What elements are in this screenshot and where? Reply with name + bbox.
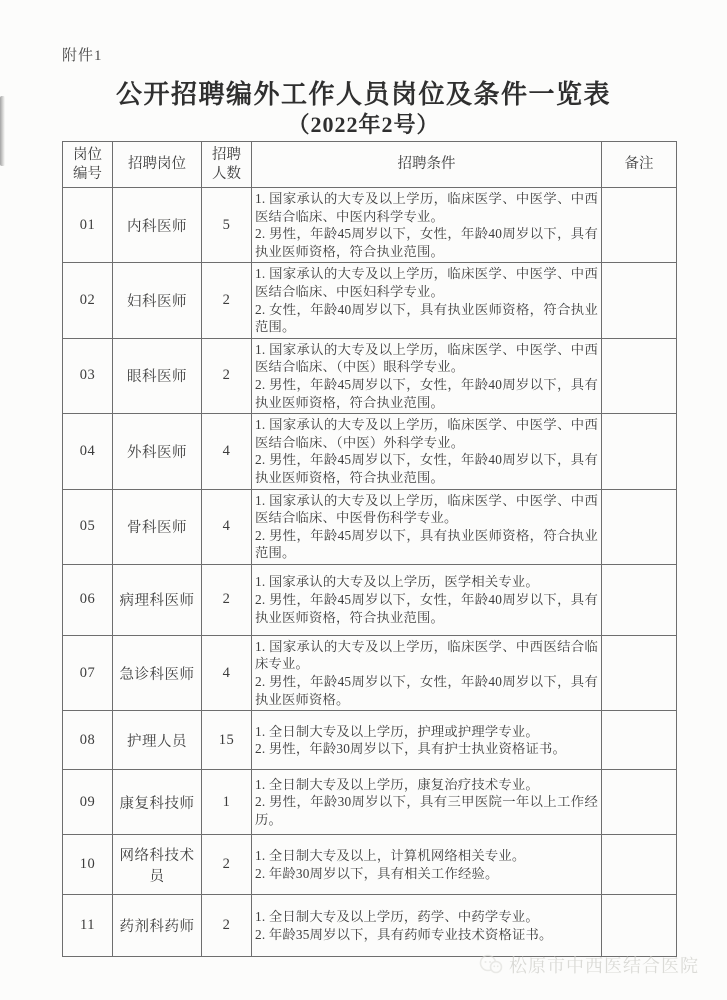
- cell-position-name: 病理科医师: [113, 564, 202, 635]
- condition-line: 1. 国家承认的大专及以上学历，临床医学、中医学、中西医结合临床、中医骨伤科学专业。: [255, 492, 598, 526]
- cell-count: 2: [202, 564, 252, 635]
- cell-position-name: 护理人员: [113, 711, 202, 770]
- cell-remark: [602, 414, 677, 489]
- cell-conditions: [252, 711, 602, 770]
- cell-remark: [602, 835, 677, 895]
- table-row: [63, 414, 677, 489]
- attachment-label: 附件1: [62, 48, 103, 64]
- cell-count: 4: [202, 489, 252, 564]
- recruitment-table: [62, 141, 677, 957]
- cell-position-name: 外科医师: [113, 414, 202, 489]
- table-row: [63, 338, 677, 413]
- cell-position-id: 03: [63, 338, 113, 413]
- condition-line: 2. 男性，年龄45周岁以下，女性，年龄40周岁以下，具有执业医师资格。: [255, 674, 598, 707]
- table-row: [63, 564, 677, 635]
- condition-line: 1. 全日制大专及以上学历，护理或护理学专业。: [255, 723, 539, 739]
- cell-position-name: 眼科医师: [113, 338, 202, 413]
- condition-line: 2. 男性，年龄45周岁以下，女性，年龄40周岁以下，具有执业医师资格，符合执业范围。: [255, 376, 598, 410]
- table-row: [63, 263, 677, 338]
- cell-remark: [602, 770, 677, 835]
- cell-position-name: 内科医师: [113, 188, 202, 263]
- condition-line: 1. 国家承认的大专及以上学历，临床医学、中医学、中西医结合临床、中医妇科学专业。: [255, 266, 598, 299]
- col-header-position-id: 岗位编号: [63, 142, 113, 188]
- col-header-position-name: 招聘岗位: [113, 142, 202, 188]
- condition-line: 2. 男性，年龄45周岁以下，具有执业医师资格，符合执业范围。: [255, 527, 598, 561]
- page-title: 公开招聘编外工作人员岗位及条件一览表: [115, 80, 611, 109]
- condition-line: 2. 男性，年龄30周岁以下，具有三甲医院一年以上工作经历。: [255, 794, 598, 828]
- cell-remark: [602, 489, 677, 564]
- cell-conditions: [252, 263, 602, 338]
- condition-line: 2. 男性，年龄30周岁以下，具有护士执业资格证书。: [255, 741, 567, 757]
- cell-position-id: 09: [63, 770, 113, 835]
- cell-position-id: 05: [63, 489, 113, 564]
- cell-remark: [602, 635, 677, 710]
- cell-position-id: 04: [63, 414, 113, 489]
- cell-conditions: [252, 895, 602, 957]
- condition-line: 2. 年龄30周岁以下，具有相关工作经验。: [255, 865, 499, 881]
- cell-position-name: 康复科技师: [113, 770, 202, 835]
- condition-line: 1. 全日制大专及以上学历，康复治疗技术专业。: [255, 776, 539, 792]
- cell-count: 4: [202, 414, 252, 489]
- condition-line: 2. 男性，年龄45周岁以下，女性，年龄40周岁以下，具有执业医师资格，符合执业范围。: [255, 226, 598, 259]
- cell-remark: [602, 895, 677, 957]
- condition-line: 1. 国家承认的大专及以上学历，临床医学、中医学、中西医结合临床、（中医）外科学专业。: [255, 417, 598, 450]
- cell-conditions: [252, 414, 602, 489]
- condition-line: 2. 男性，年龄45周岁以下，女性，年龄40周岁以下，具有执业医师资格，符合执业范围。: [255, 452, 598, 485]
- condition-line: 1. 全日制大专及以上，计算机网络相关专业。: [255, 848, 526, 864]
- cell-remark: [602, 263, 677, 338]
- cell-conditions: [252, 188, 602, 263]
- condition-line: 1. 国家承认的大专及以上学历，临床医学、中医学、中西医结合临床、中医内科学专业。: [255, 191, 598, 224]
- cell-remark: [602, 564, 677, 635]
- hospital-name-watermark: 松原市中西医结合医院: [509, 956, 699, 976]
- chat-bubbles-logo-icon: [479, 954, 503, 976]
- cell-position-id: 10: [63, 835, 113, 895]
- cell-remark: [602, 711, 677, 770]
- cell-remark: [602, 188, 677, 263]
- col-header-count: 招聘人数: [202, 142, 252, 188]
- condition-line: 2. 女性，年龄40周岁以下，具有执业医师资格，符合执业范围。: [255, 301, 598, 335]
- cell-position-id: 06: [63, 564, 113, 635]
- cell-count: 2: [202, 835, 252, 895]
- cell-remark: [602, 338, 677, 413]
- cell-position-id: 11: [63, 895, 113, 957]
- table-header-row: [63, 142, 677, 188]
- cell-conditions: [252, 489, 602, 564]
- cell-count: 1: [202, 770, 252, 835]
- table-row: [63, 835, 677, 895]
- cell-position-id: 07: [63, 635, 113, 710]
- col-header-remark: 备注: [602, 142, 677, 188]
- cell-position-name: 骨科医师: [113, 489, 202, 564]
- cell-count: 15: [202, 711, 252, 770]
- cell-conditions: [252, 338, 602, 413]
- table-row: [63, 895, 677, 957]
- cell-count: 5: [202, 188, 252, 263]
- cell-position-name: 急诊科医师: [113, 635, 202, 710]
- cell-conditions: [252, 635, 602, 710]
- table-row: [63, 188, 677, 263]
- cell-position-id: 08: [63, 711, 113, 770]
- page-subtitle: （2022年2号）: [287, 112, 440, 137]
- condition-line: 1. 国家承认的大专及以上学历，临床医学、中西医结合临床专业。: [255, 638, 598, 672]
- cell-count: 2: [202, 895, 252, 957]
- table-row: [63, 489, 677, 564]
- table-row: [63, 770, 677, 835]
- cell-position-id: 02: [63, 263, 113, 338]
- table-row: [63, 711, 677, 770]
- col-header-conditions: 招聘条件: [252, 142, 602, 188]
- cell-count: 2: [202, 338, 252, 413]
- table-row: [63, 635, 677, 710]
- cell-position-name: 药剂科药师: [113, 895, 202, 957]
- cell-count: 4: [202, 635, 252, 710]
- condition-line: 1. 国家承认的大专及以上学历，临床医学、中医学、中西医结合临床、（中医）眼科学专业。: [255, 341, 598, 375]
- condition-line: 2. 年龄35周岁以下，具有药师专业技术资格证书。: [255, 926, 553, 942]
- condition-line: 1. 国家承认的大专及以上学历，医学相关专业。: [255, 574, 539, 590]
- cell-conditions: [252, 564, 602, 635]
- cell-position-name: 网络科技术员: [113, 835, 202, 895]
- footer-watermark: [479, 952, 699, 978]
- table-body: [63, 188, 677, 957]
- cell-position-id: 01: [63, 188, 113, 263]
- cell-conditions: [252, 770, 602, 835]
- cell-count: 2: [202, 263, 252, 338]
- cell-conditions: [252, 835, 602, 895]
- condition-line: 2. 男性，年龄45周岁以下，女性，年龄40周岁以下，具有执业医师资格，符合执业范围。: [255, 592, 598, 625]
- condition-line: 1. 全日制大专及以上学历，药学、中药学专业。: [255, 909, 539, 925]
- cell-position-name: 妇科医师: [113, 263, 202, 338]
